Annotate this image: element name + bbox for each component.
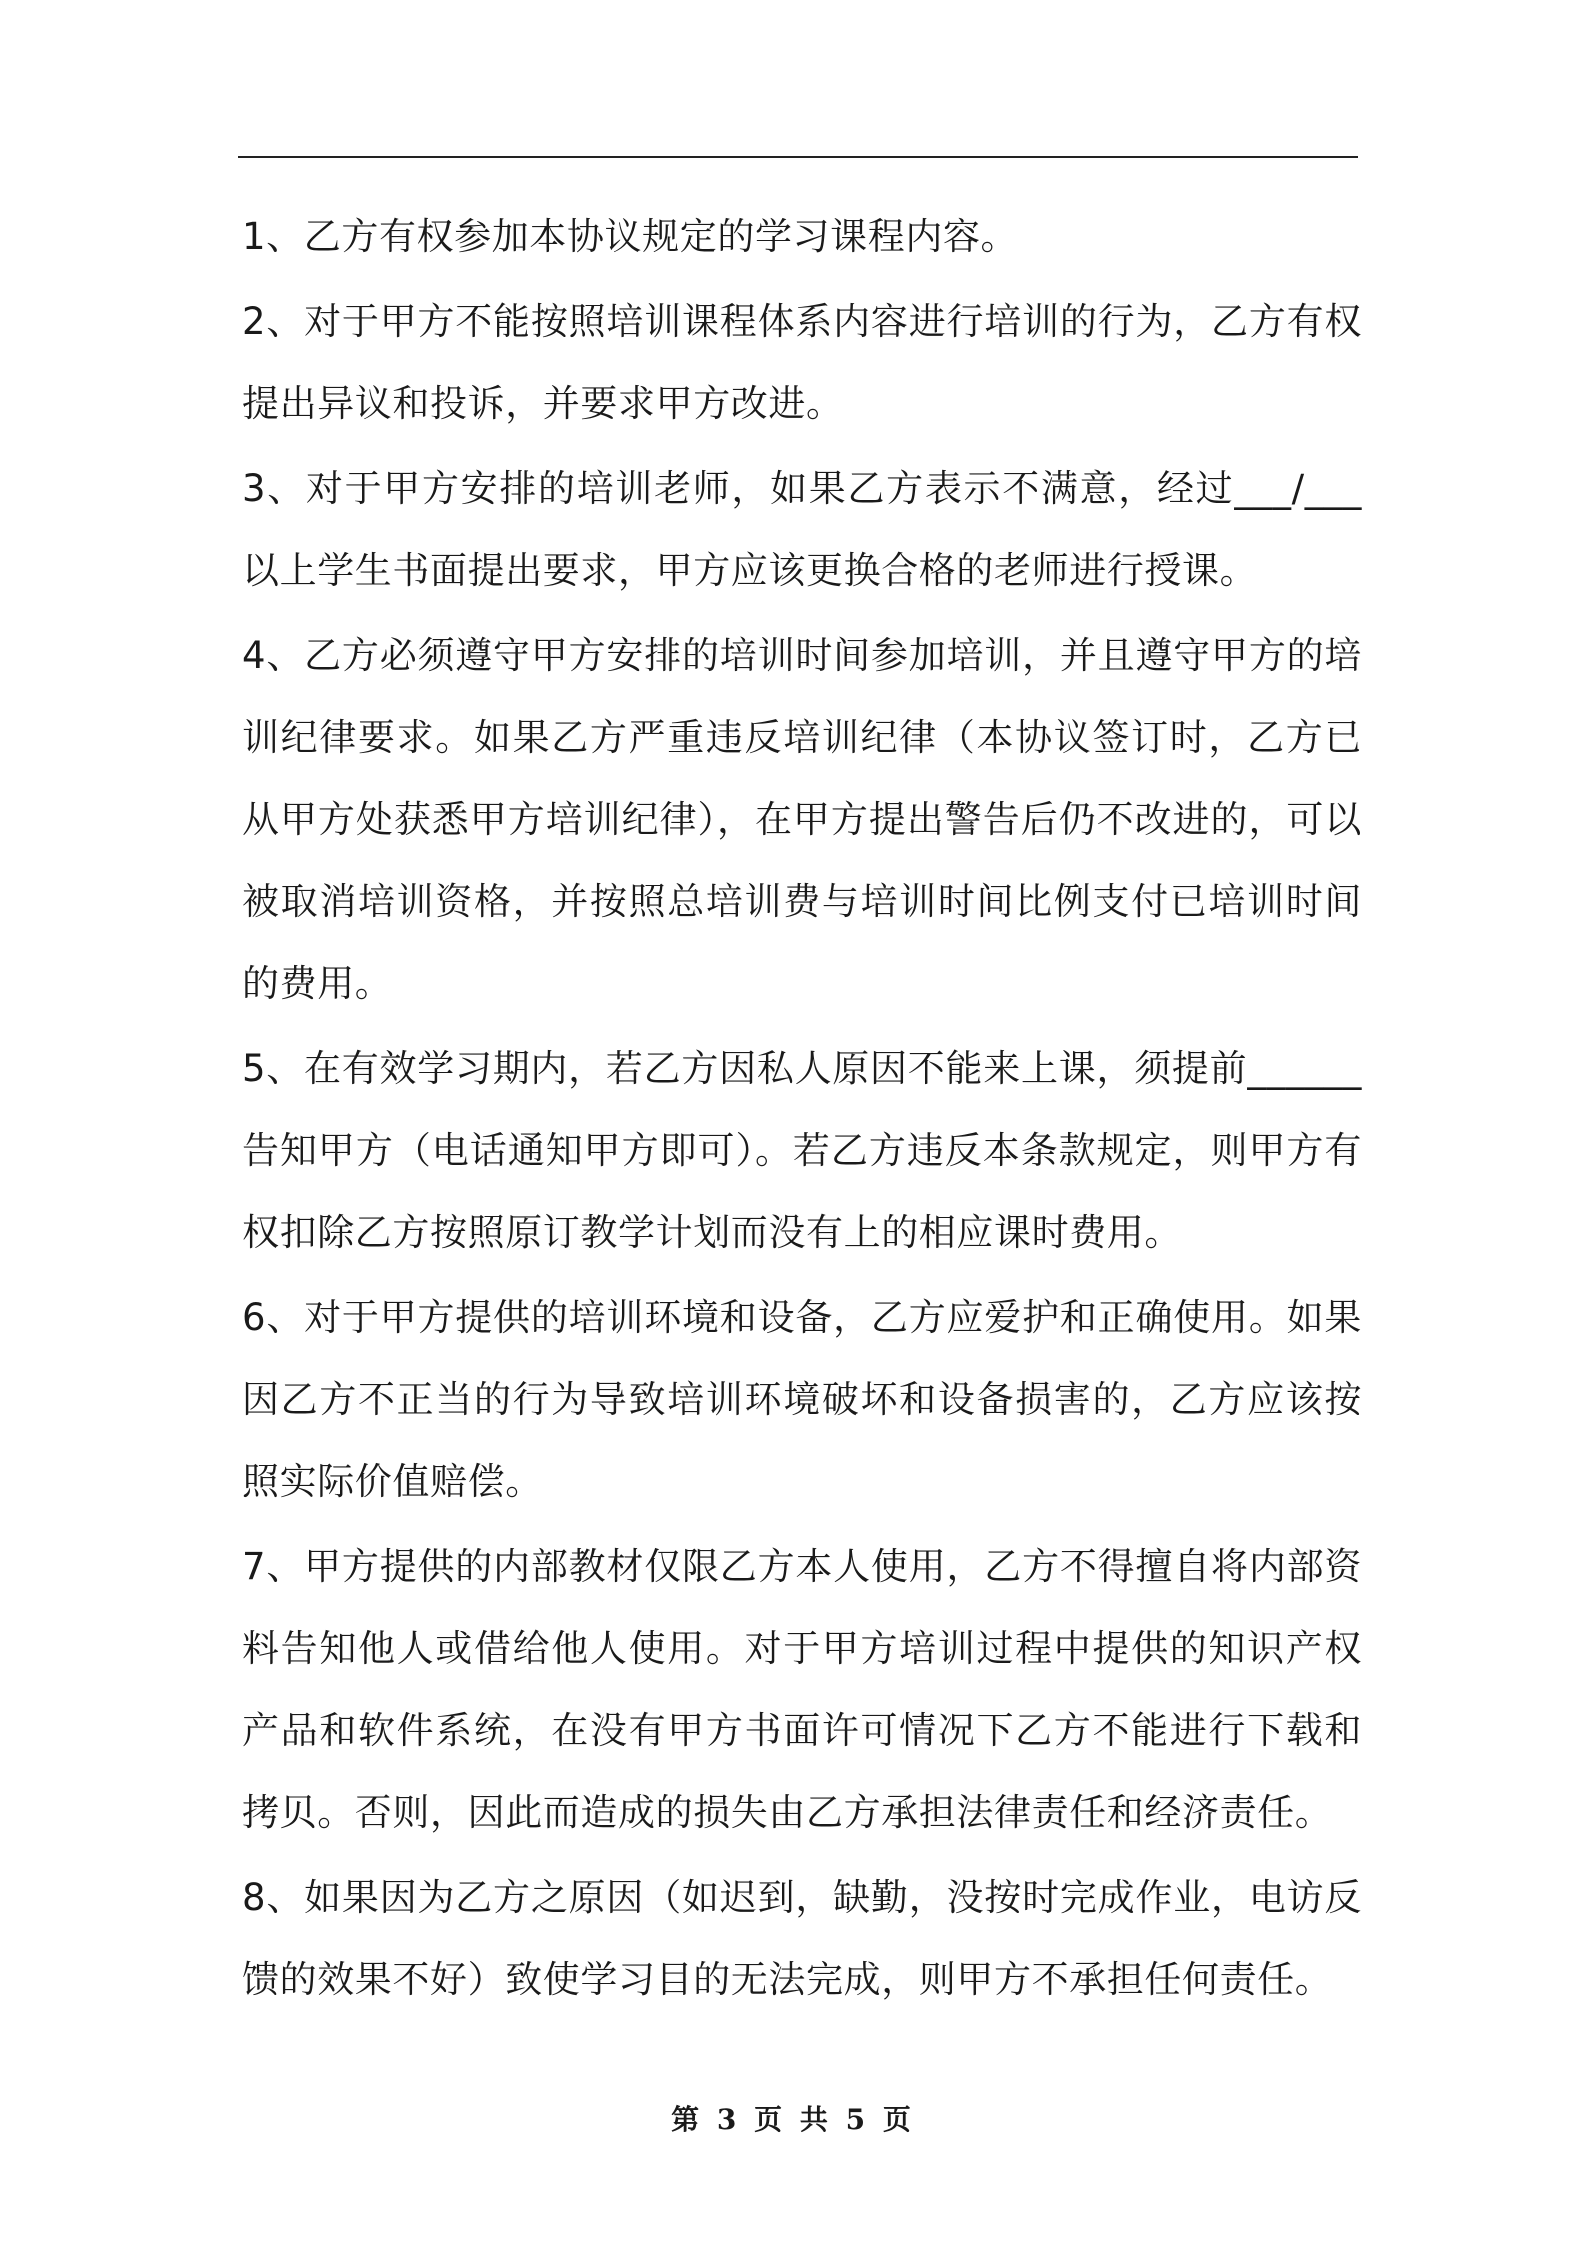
header-rule (238, 156, 1358, 158)
clause-8: 8、如果因为乙方之原因（如迟到，缺勤，没按时完成作业，电访反馈的效果不好）致使学习目的无法完成，则甲方不承担任何责任。 (242, 1876, 1362, 2001)
page-number: 第 3 页 共 5 页 (671, 2103, 915, 2136)
clause-2: 2、对于甲方不能按照培训课程体系内容进行培训的行为，乙方有权提出异议和投诉，并要求甲方改进。 (242, 300, 1362, 425)
document-body (242, 196, 1362, 2024)
clause-7: 7、甲方提供的内部教材仅限乙方本人使用，乙方不得擅自将内部资料告知他人或借给他人使用。对于甲方培训过程中提供的知识产权产品和软件系统，在没有甲方书面许可情况下乙方不能进行下载和拷贝。否则，因此而造成的损失由乙方承担法律责任和经济责任。 (242, 1545, 1362, 1834)
clause-3: 3、对于甲方安排的培训老师，如果乙方表示不满意，经过___/___以上学生书面提出要求，甲方应该更换合格的老师进行授课。 (242, 467, 1362, 592)
clause-1: 1、乙方有权参加本协议规定的学习课程内容。 (242, 215, 1019, 258)
clause-5: 5、在有效学习期内，若乙方因私人原因不能来上课，须提前______告知甲方（电话通知甲方即可）。若乙方违反本条款规定，则甲方有权扣除乙方按照原订教学计划而没有上的相应课时费用。 (242, 1047, 1362, 1254)
clause-6: 6、对于甲方提供的培训环境和设备，乙方应爱护和正确使用。如果因乙方不正当的行为导致培训环境破坏和设备损害的，乙方应该按照实际价值赔偿。 (242, 1296, 1362, 1503)
clause-4: 4、乙方必须遵守甲方安排的培训时间参加培训，并且遵守甲方的培训纪律要求。如果乙方严重违反培训纪律（本协议签订时，乙方已从甲方处获悉甲方培训纪律），在甲方提出警告后仍不改进的，可以被取消培训资格，并按照总培训费与培训时间比例支付已培训时间的费用。 (242, 634, 1362, 1005)
